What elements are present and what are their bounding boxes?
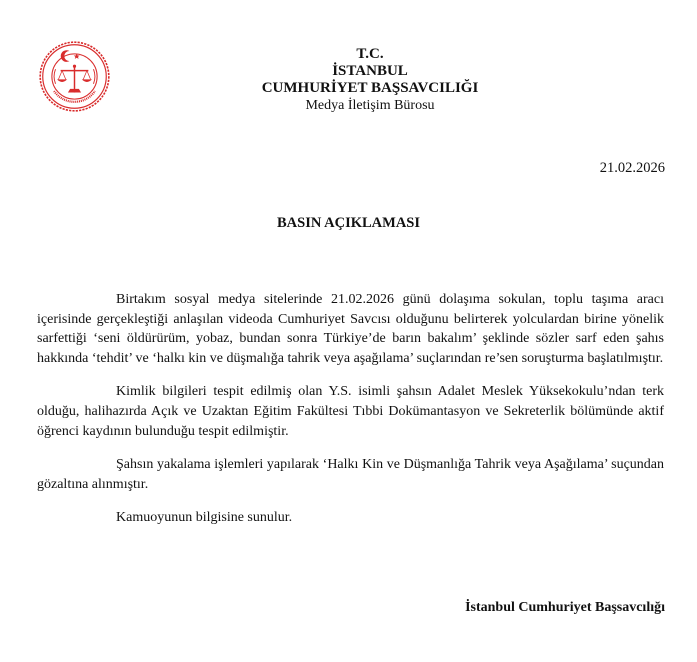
ministry-of-justice-seal-icon <box>38 40 111 113</box>
body-paragraph: Kamuoyunun bilgisine sunulur. <box>116 510 293 526</box>
document-title: BASIN AÇIKLAMASI <box>276 215 421 231</box>
seal-body <box>40 42 109 111</box>
signature-block: İstanbul Cumhuriyet Başsavcılığı <box>465 600 665 615</box>
letterhead-country: T.C. <box>356 46 384 62</box>
body-paragraph: Birtakım sosyal medya sitelerinde 21.02.2026 günü dolaşıma sokulan, toplu taşıma aracı içerisinde gerçekleştiği anlaşılan videoda Cumhuriyet Savcısı olduğunu belirterek yolculardan birine yönelik sarfettiği ‘seni öldürürüm, yobaz, bundan sonra Türkiye’de barın bakalım’ şeklinde sözler sarf eden şahıs hakkında ‘tehdit’ ve ‘halkı kin ve düşmalığa tahrik veya aşağılama’ suçlarından re’sen soruşturma başlatılmıştır. <box>37 292 664 366</box>
body-paragraph: Kimlik bilgileri tespit edilmiş olan Y.S. isimli şahsın Adalet Meslek Yüksekokulu’ndan terk olduğu, halihazırda Açık ve Uzaktan Eğitim Fakültesi Tıbbi Dokümantasyon ve Sekreterlik bölümünde aktif öğrenci kaydının bulunduğu tespit edilmiştir. <box>37 384 664 439</box>
letterhead-office: Medya İletişim Bürosu <box>305 98 435 113</box>
letterhead-institution: CUMHURİYET BAŞSAVCILIĞI <box>261 80 479 96</box>
document-body <box>37 290 664 542</box>
letterhead-city: İSTANBUL <box>332 63 408 79</box>
body-paragraph: Şahsın yakalama işlemleri yapılarak ‘Halkı Kin ve Düşmanlığa Tahrik veya Aşağılama’ suçundan gözaltına alınmıştır. <box>37 457 664 492</box>
document-date: 21.02.2026 <box>599 160 665 176</box>
letterhead <box>200 46 540 114</box>
